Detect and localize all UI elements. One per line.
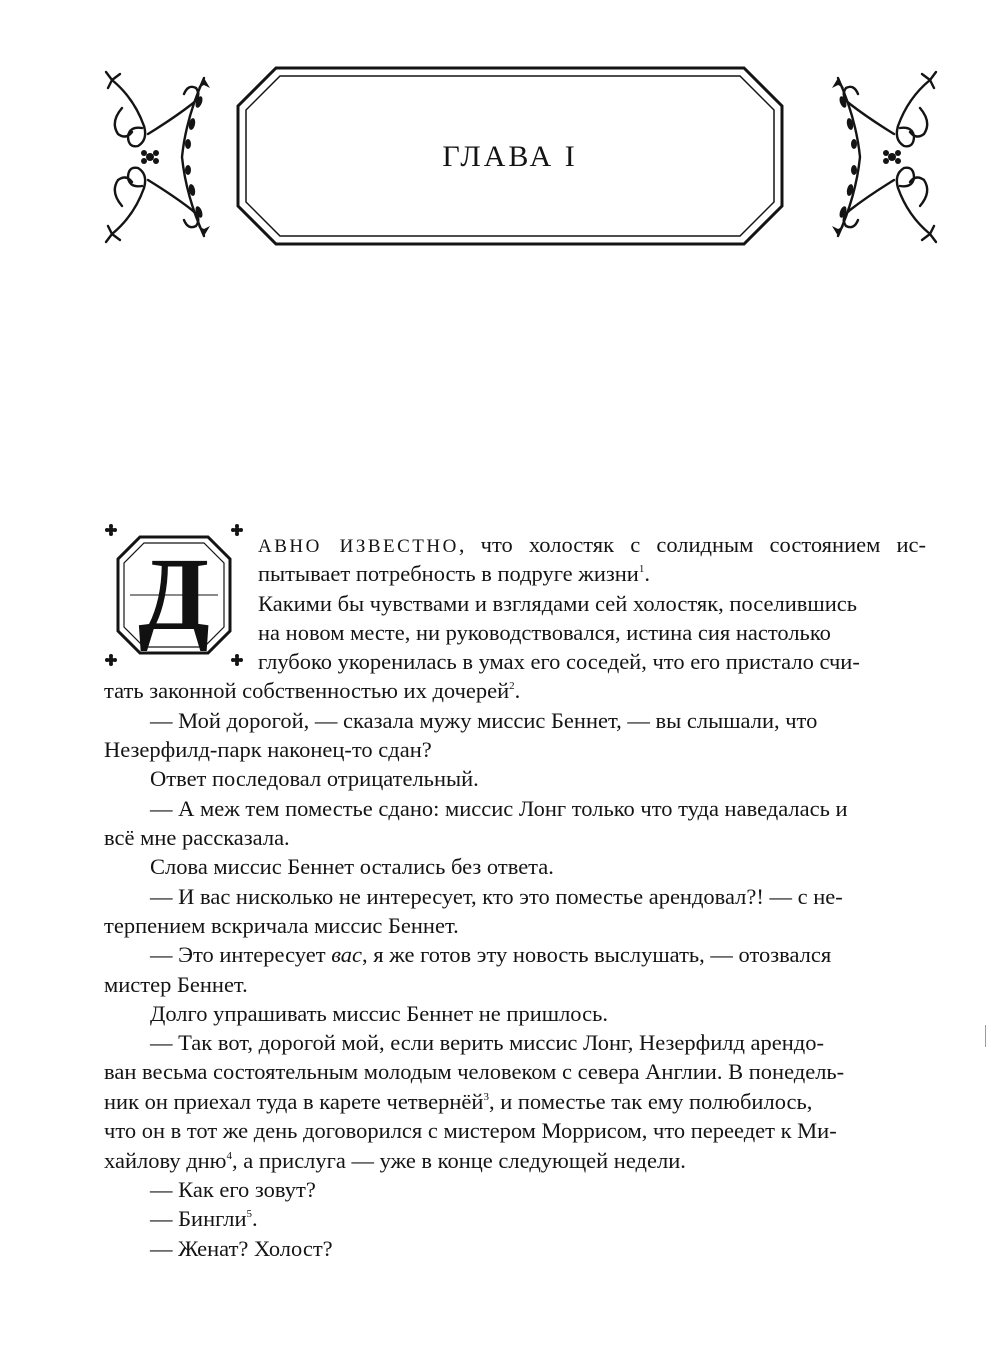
text-line: мистер Беннет. — [104, 972, 248, 997]
footnote-marker: 5 — [246, 1208, 252, 1220]
text-line: пытывает потребность в подруге жизни$^1$. — [258, 561, 650, 586]
text-line: — Бингли$^5$. — [150, 1206, 258, 1231]
text-line: Незерфилд-парк наконец-то сдан? — [104, 737, 432, 762]
text-line: — Это интересует вас, я же готов эту новость выслушать, — отозвался — [150, 942, 832, 967]
scan-artifact-line — [985, 1025, 986, 1047]
text-line: на новом месте, ни руководствовался, истина сия настолько — [258, 620, 831, 645]
text-line: — Женат? Холост? — [150, 1236, 333, 1261]
footnote-marker: 2 — [509, 680, 515, 692]
text-line: ван весьма состоятельным молодым человеком с севера Англии. В понедель- — [104, 1059, 845, 1084]
text-line: Ответ последовал отрицательный. — [150, 766, 479, 791]
floral-ornament-left — [104, 68, 234, 246]
footnote-marker: 1 — [638, 563, 645, 575]
text-line: терпением вскричала миссис Беннет. — [104, 913, 459, 938]
footnote-marker: 3 — [483, 1091, 489, 1103]
text-line: хайлову дню$^4$, а прислуга — уже в конце следующей недели. — [104, 1148, 686, 1173]
text-line: АВНО ИЗВЕСТНО, что холостяк с солидным состоянием ис- — [258, 532, 927, 557]
text-line: — Как его зовут? — [150, 1177, 316, 1202]
text-line: — Так вот, дорогой мой, если верить миссис Лонг, Незерфилд арендо- — [150, 1030, 824, 1055]
floral-ornament-right — [808, 68, 938, 246]
text-line: ник он приехал туда в карете четвернёй$^3$, и поместье так ему полюбилось, — [104, 1089, 813, 1114]
text-line: всё мне рассказала. — [104, 825, 290, 850]
text-line: — А меж тем поместье сдано: миссис Лонг только что туда наведалась и — [150, 796, 848, 821]
text-line: глубоко укоренилась в умах его соседей, что его пристало счи- — [258, 649, 860, 674]
text-line: что он в тот же день договорился с мистером Моррисом, что переедет к Ми- — [104, 1118, 837, 1143]
text-line: Слова миссис Беннет остались без ответа. — [150, 854, 554, 879]
text-line: Долго упрашивать миссис Беннет не пришлось. — [150, 1001, 608, 1026]
drop-cap-letter: Д — [138, 537, 210, 652]
text-line: — И вас нисколько не интересует, кто это поместье арендовал?! — с не- — [150, 884, 843, 909]
text-line: Какими бы чувствами и взглядами сей холостяк, поселившись — [258, 591, 857, 616]
text-line: — Мой дорогой, — сказала мужу миссис Беннет, — вы слышали, что — [150, 708, 818, 733]
text-line: тать законной собственностью их дочерей$^2$. — [104, 678, 521, 703]
footnote-marker: 4 — [226, 1150, 232, 1162]
chapter-title: ГЛАВА I — [442, 140, 578, 173]
